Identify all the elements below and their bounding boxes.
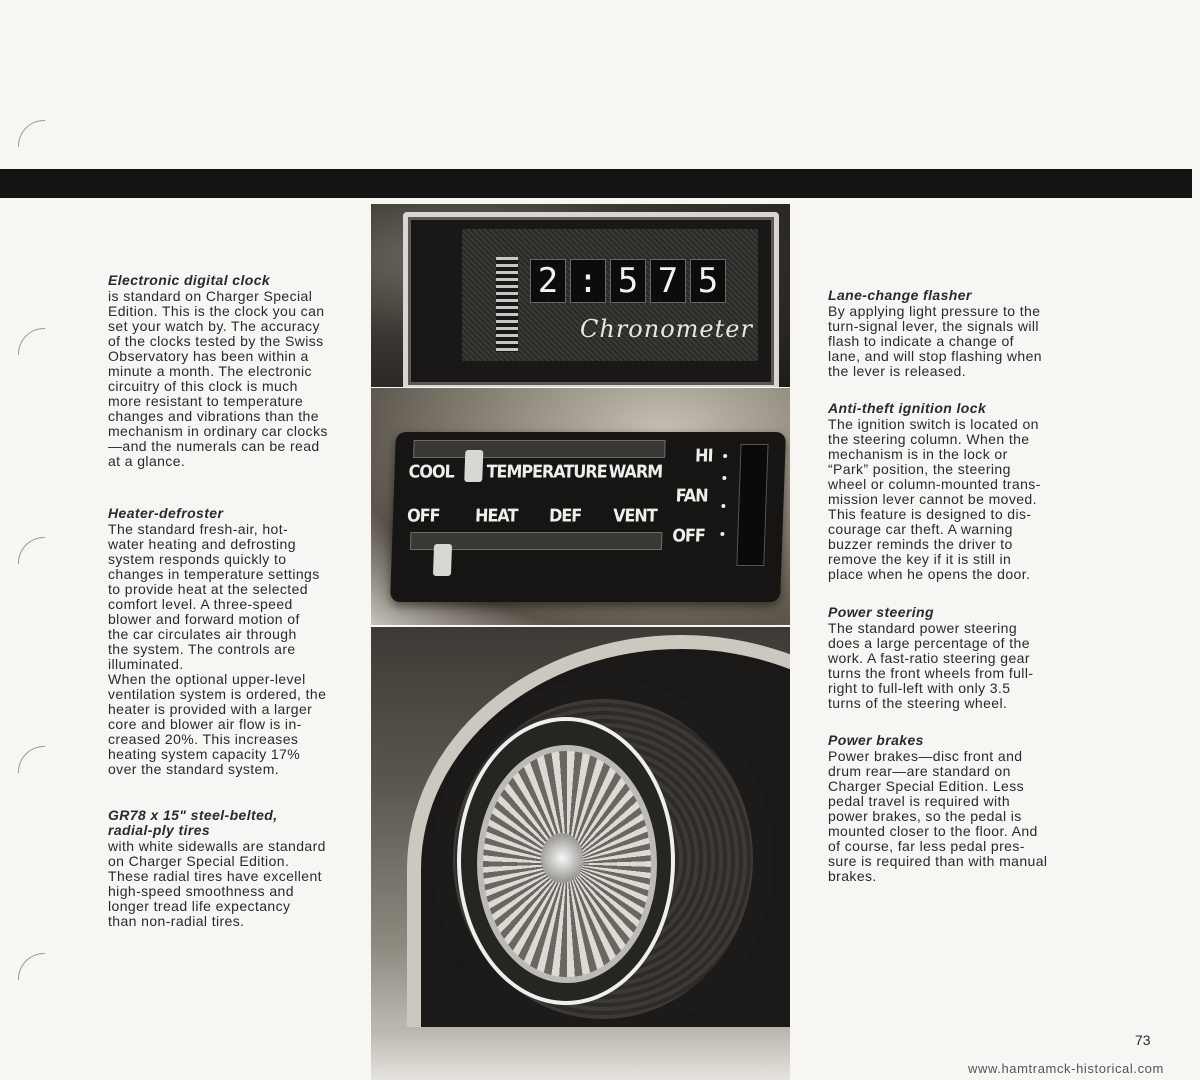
fan-label-off: OFF (671, 525, 706, 546)
section-body: Power brakes—disc front and drum rear—are standard on Charger Special Edition. Less pedal travel is required with power brakes, so the pedal is mounted closer to the floor. And of course, far less pedal pres- sure is required than with manual brakes. (828, 748, 1048, 884)
binder-hole-mark (18, 120, 45, 147)
heater-slider-track (413, 440, 666, 458)
fan-switch-slot (736, 444, 768, 566)
section-heading: GR78 x 15" steel-belted, radial-ply tires (108, 807, 278, 838)
heater-label-heat: HEAT (474, 505, 518, 526)
heater-label-off: OFF (406, 505, 440, 526)
clock-digit: 7 (650, 259, 686, 303)
tire-photo (371, 627, 790, 1080)
top-black-bar (0, 169, 1192, 198)
section-body: The standard fresh-air, hot- water heating and defrosting system responds quickly to changes in temperature settings to provide heat at the selected comfort level. A three-speed blower and forward motion of the car circulates air through the system. The controls are illuminated. When the optional upper-level ventilation system is ordered, the heater is provided with a larger core and blower air flow is in- creased 20%. This increases heating system capacity 17% over the standard system. (108, 521, 327, 777)
heater-label-def: DEF (548, 505, 582, 526)
section-heater-defroster (108, 506, 358, 777)
page-number: 73 (1135, 1032, 1151, 1048)
section-digital-clock (108, 273, 358, 469)
section-heading: Power brakes (828, 732, 924, 748)
clock-frame (403, 212, 779, 387)
section-radial-tires (108, 808, 358, 929)
mode-slider-knob (433, 544, 452, 576)
wheel-hub (541, 833, 583, 883)
fan-label-hi: HI (694, 445, 713, 466)
fan-label-fan: FAN (675, 485, 708, 506)
heater-label-temperature: TEMPERATURE (486, 461, 608, 482)
clock-illumination-bars (496, 257, 518, 352)
section-power-steering (828, 605, 1073, 711)
section-heading: Power steering (828, 604, 934, 620)
section-body: By applying light pressure to the turn-signal lever, the signals will flash to indicate a change of lane, and will stop flashing when the lever is released. (828, 303, 1042, 379)
heater-label-vent: VENT (612, 505, 658, 526)
clock-digit: 5 (690, 259, 726, 303)
section-power-brakes (828, 733, 1073, 884)
clock-digit: 5 (610, 259, 646, 303)
section-heading: Lane-change flasher (828, 287, 972, 303)
section-lane-change-flasher (828, 288, 1073, 379)
clock-digit: 2 (530, 259, 566, 303)
clock-brand-logo: Chronometer (580, 315, 753, 343)
heater-control-panel (390, 432, 786, 602)
clock-digit: : (570, 259, 606, 303)
section-body: with white sidewalls are standard on Charger Special Edition. These radial tires have excellent high-speed smoothness and longer tread life expectancy than non-radial tires. (108, 838, 326, 929)
section-heading: Anti-theft ignition lock (828, 400, 987, 416)
section-body: The ignition switch is located on the steering column. When the mechanism is in the lock or “Park” position, the steering wheel or column-mounted trans- mission lever cannot be moved. This feature is designed to dis- courage car theft. A warning buzzer reminds the driver to remove the key if it is still in place when he opens the door. (828, 416, 1041, 582)
fan-indicator-dot (722, 476, 726, 480)
section-ignition-lock (828, 401, 1073, 582)
clock-photo (371, 204, 790, 387)
heater-label-cool: COOL (408, 461, 455, 482)
temperature-slider-knob (464, 450, 483, 482)
section-heading: Heater-defroster (108, 505, 224, 521)
fan-indicator-dot (723, 454, 727, 458)
fan-indicator-dot (721, 504, 725, 508)
section-body: is standard on Charger Special Edition. This is the clock you can set your watch by. The accuracy of the clocks tested by the Swiss Observatory has been within a minute a month. The electronic circuitry of this clock is much more resistant to temperature changes and vibrations than the mechanism in ordinary car clocks —and the numerals can be read at a glance. (108, 288, 328, 469)
heater-label-warm: WARM (608, 461, 663, 482)
section-body: The standard power steering does a large percentage of the work. A fast-ratio steering gear turns the front wheels from full- right to full-left with only 3.5 turns of the steering wheel. (828, 620, 1034, 711)
section-heading: Electronic digital clock (108, 272, 271, 288)
footer-url: www.hamtramck-historical.com (968, 1061, 1164, 1076)
binder-hole-mark (18, 746, 45, 773)
heater-control-photo (371, 388, 790, 625)
binder-hole-mark (18, 953, 45, 980)
binder-hole-mark (18, 328, 45, 355)
fan-indicator-dot (720, 532, 724, 536)
binder-hole-mark (18, 537, 45, 564)
clock-digits (530, 259, 726, 301)
clock-face (462, 229, 758, 361)
ground-floor (371, 1027, 790, 1080)
